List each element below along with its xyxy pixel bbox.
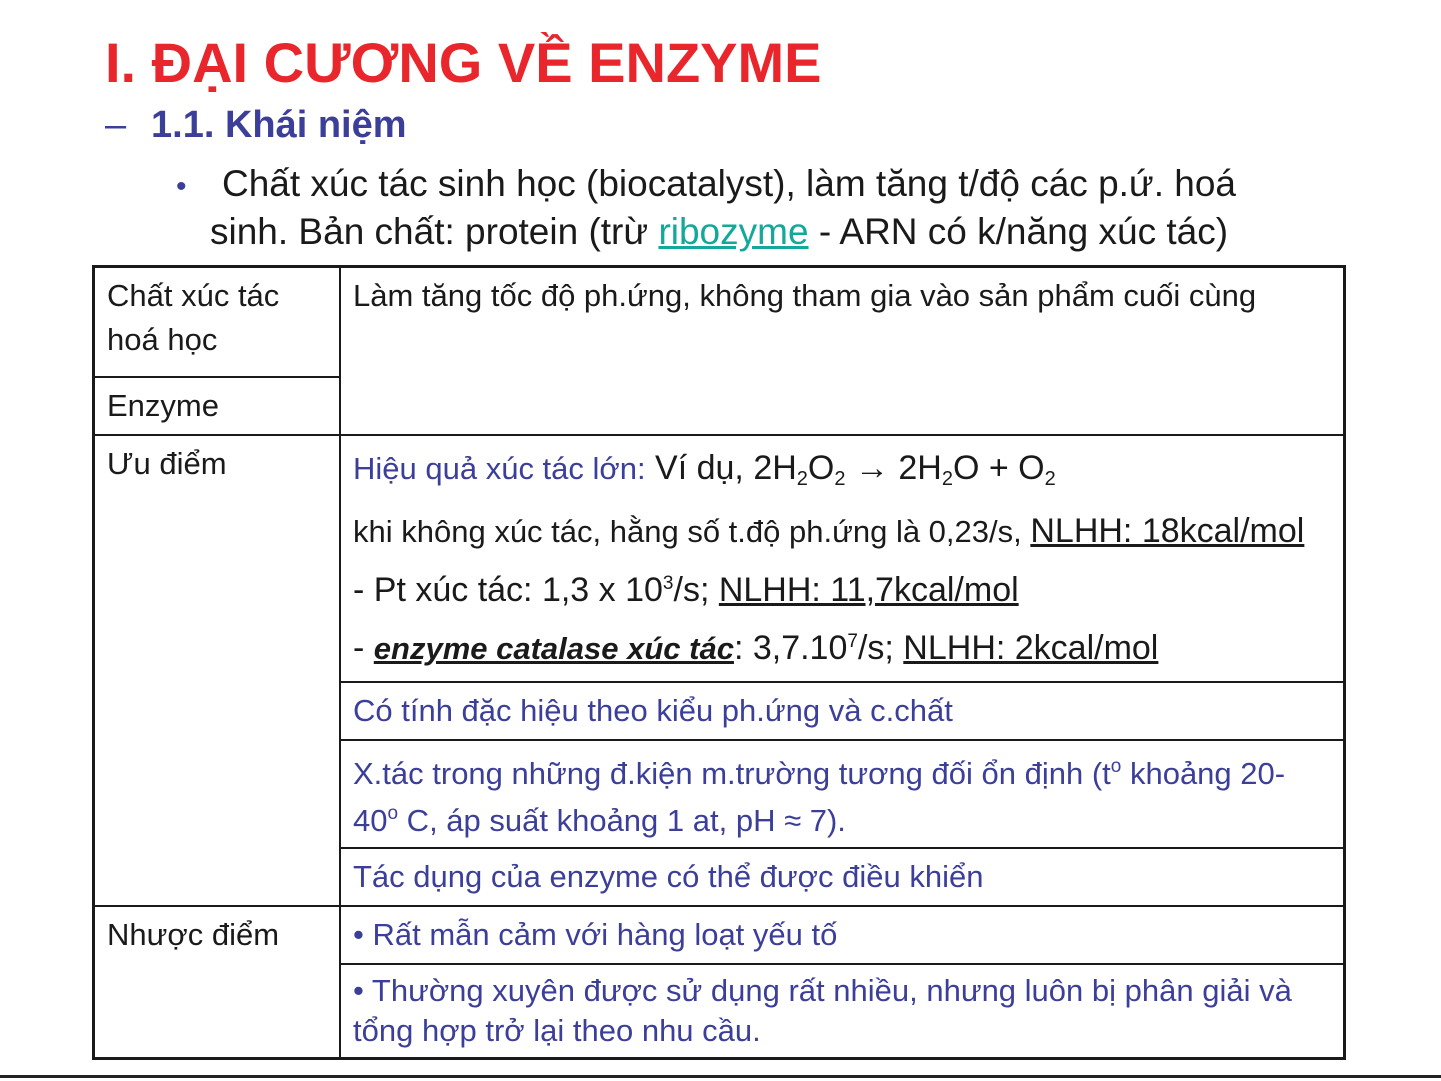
dash-marker: – bbox=[105, 104, 127, 146]
bullet-icon: • bbox=[176, 170, 187, 203]
pt-catalyst-rate bbox=[353, 558, 1331, 616]
uncatalyzed-energy: NLHH: 18kcal/mol bbox=[1030, 512, 1305, 550]
comparison-table bbox=[92, 265, 1346, 1060]
uncatalyzed-text: khi không xúc tác, hằng số t.độ ph.ứng là 0,23/s, bbox=[353, 514, 1031, 549]
conditions-superscript: o bbox=[387, 803, 399, 824]
table-row bbox=[94, 435, 1345, 682]
intro-part3: - ARN có k/năng xúc tác) bbox=[808, 211, 1229, 252]
slide-bottom-border bbox=[0, 1075, 1441, 1078]
row-label-chemical-catalyst: Chất xúc tác hoá học bbox=[94, 267, 341, 378]
disadvantage-turnover: • Thường xuyên được sử dụng rất nhiều, nhưng luôn bị phân giải và tổng hợp trở lại theo nhu cầu. bbox=[340, 964, 1345, 1059]
table-row bbox=[94, 906, 1345, 964]
ribozyme-link[interactable]: ribozyme bbox=[658, 211, 809, 252]
advantage-efficiency bbox=[340, 435, 1345, 682]
eq-subscript: 2 bbox=[796, 468, 808, 490]
advantage-specificity: Có tính đặc hiệu theo kiểu ph.ứng và c.chất bbox=[340, 682, 1345, 740]
row-label-disadvantages: Nhược điểm bbox=[94, 906, 341, 1059]
pt-superscript: 3 bbox=[662, 573, 674, 594]
eq-subscript: 2 bbox=[941, 468, 953, 490]
enzyme-dash: - bbox=[353, 629, 374, 667]
row-label-advantages: Ưu điểm bbox=[94, 435, 341, 906]
intro-part2: sinh. Bản chất: protein (trừ bbox=[210, 211, 659, 252]
disadvantage-sensitivity: • Rất mẫn cảm với hàng loạt yếu tố bbox=[340, 906, 1345, 964]
enzyme-superscript: 7 bbox=[847, 631, 858, 652]
catalyst-description: Làm tăng tốc độ ph.ứng, không tham gia vào sản phẩm cuối cùng bbox=[340, 267, 1345, 436]
enzyme-catalase-rate bbox=[353, 616, 1331, 675]
enzyme-text: : 3,7.10 bbox=[733, 629, 848, 667]
enzyme-text: /s; bbox=[857, 629, 904, 667]
row-label-enzyme: Enzyme bbox=[94, 377, 341, 435]
page-title: I. ĐẠI CƯƠNG VỀ ENZYME bbox=[105, 31, 822, 94]
eq-part: → 2H bbox=[845, 449, 942, 487]
conditions-superscript: o bbox=[1110, 756, 1122, 777]
uncatalyzed-rate bbox=[353, 505, 1331, 558]
conditions-text: khoảng 20- 40 bbox=[353, 756, 1286, 838]
efficiency-equation bbox=[353, 442, 1331, 505]
conditions-text: X.tác trong những đ.kiện m.trường tương đối ổn định (t bbox=[353, 756, 1111, 791]
eq-part: Ví dụ, 2H bbox=[645, 449, 797, 487]
advantage-control: Tác dụng của enzyme có thể được điều khiển bbox=[340, 848, 1345, 906]
conditions-text: C, áp suất khoảng 1 at, pH ≈ 7). bbox=[398, 803, 846, 838]
eq-part: O + O bbox=[952, 449, 1045, 487]
eq-subscript: 2 bbox=[1044, 468, 1056, 490]
table-row bbox=[94, 267, 1345, 378]
enzyme-energy: NLHH: 2kcal/mol bbox=[903, 629, 1159, 667]
section-heading bbox=[105, 104, 407, 147]
pt-energy: NLHH: 11,7kcal/mol bbox=[718, 571, 1019, 609]
eq-part: O bbox=[807, 449, 835, 487]
enzyme-catalase-label: enzyme catalase xúc tác bbox=[373, 631, 734, 666]
intro-paragraph bbox=[210, 160, 1340, 256]
efficiency-lead: Hiệu quả xúc tác lớn: bbox=[353, 451, 646, 486]
section-heading-text: 1.1. Khái niệm bbox=[151, 104, 407, 146]
intro-part1: Chất xúc tác sinh học (biocatalyst), làm tăng t/độ các p.ứ. hoá bbox=[222, 163, 1236, 204]
pt-text: - Pt xúc tác: 1,3 x 10 bbox=[353, 571, 663, 609]
advantage-conditions bbox=[340, 740, 1345, 848]
pt-text: /s; bbox=[673, 571, 719, 609]
eq-subscript: 2 bbox=[834, 468, 846, 490]
